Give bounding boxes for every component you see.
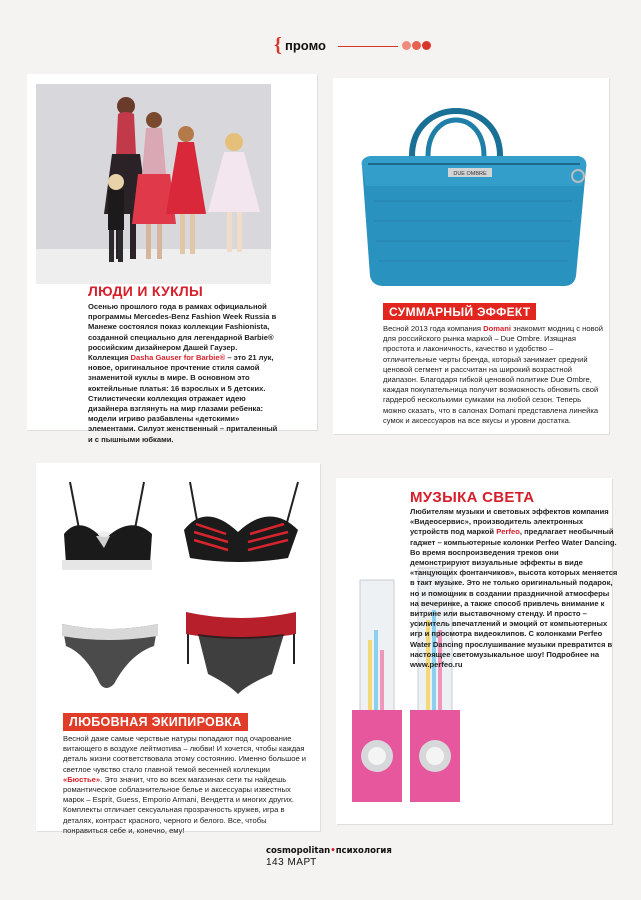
- page-footer: [266, 846, 406, 876]
- header-rule: [338, 46, 398, 47]
- brand-psychology: психология: [335, 846, 392, 856]
- header-dot-icon: [422, 41, 431, 50]
- article-lingerie-text-1: Весной даже самые черствые натуры попадают под очарование витающего в воздухе лейтмотива – любви! И хочется, чтобы каждая деталь жизни соответствовала этому состоянию. Именно большое и светлое чувство стало главной темой весенней коллекции: [63, 734, 307, 774]
- header-dot-icon: [412, 41, 421, 50]
- article-lingerie-text-2: . Это значит, что во всех магазинах сети ты найдешь романтическое соблазнительное белье и аксессуары известных марок – Esprit, Guess, Emporio Armani, Вендетта и многих других. Комплекты отличает сексуальная прозрачность кружев, игра в деталях, контраст красного, черного и белого. Все, чтобы понравиться себе и, конечно, ему!: [63, 774, 294, 835]
- article-dolls-text-2: – это 21 лук, новое, оригинальное прочтение стиля самой знаменитой куклы в мире. В основном это коктейльные платья: 16 взрослых и 5 детских. Стилистически коллекция отражает идею дизайнера взглянуть на мир глазами ребенка: модели игриво разбавлены «детскими» элементами. Силуэт женственный – приталенный и с пышными юбками.: [88, 353, 278, 444]
- article-dolls: [88, 284, 278, 445]
- black-panties-image: [62, 624, 158, 688]
- section-title: промо: [285, 38, 326, 53]
- article-music-text-2: , предлагает необычный гаджет – компьютерные колонки Perfeo Water Dancing. Во время воспроизведения треков они демонстрируют визуальные эффекты в виде «танцующих фонтанчиков», высота которых меняется в такт музыке. Это не только оригинальный подарок, но и помощник в создании праздничной атмосферы на вечеринке, а также способ привлечь внимание к витрине или выставочному стенду. И просто – усилитель впечатлений и эмоций от компьютерных игр и просмотра видеоклипов. С колонками Perfeo Water Dancing прослушивание музыки превратится в настоящее светомузыкальное шоу! Подробнее на www.perfeo.ru: [410, 527, 618, 670]
- section-header: [226, 34, 426, 56]
- article-music-title: МУЗЫКА СВЕТА: [410, 489, 535, 506]
- article-music-body: [410, 507, 620, 670]
- article-bag-text-1: Весной 2013 года компания: [383, 324, 484, 333]
- lingerie-photos: [58, 474, 312, 704]
- article-bag-title: СУММАРНЫЙ ЭФФЕКТ: [383, 303, 536, 320]
- header-bracket: {: [274, 34, 282, 56]
- red-garter-image: [186, 612, 296, 694]
- article-bag-body: [383, 324, 605, 426]
- article-dolls-text-1: Осенью прошлого года в рамках официальной программы Mercedes-Benz Fashion Week Russia в Манеже состоялся показ коллекции Fashionista, созданной специально для легендарной Barbie® российским дизайнером Дашей Гаузер. Коллекция: [88, 302, 277, 363]
- article-music-brand: Perfeo: [496, 527, 520, 537]
- brand-cosmopolitan: cosmopolitan: [266, 846, 331, 856]
- article-bag-text-2: знакомит модниц с новой для российского рынка маркой – Due Ombre. Изящная простота и лаконичность, качество и удобство – отличительные черты бренда, который занимает средний ценовой сегмент и рассчитан на широкий возрастной диапазон. Благодаря гибкой ценовой политике Due Ombre, каждая покупательница получит возможность обновить свой гардероб несколькими сумками на любой сезон. Теперь можно сказать, что в салонах Domani представлена линейка сумок и аксессуаров на все вкусы и уровни достатка.: [383, 324, 604, 425]
- runway-illustration: [36, 84, 271, 284]
- brand-separator: •: [330, 846, 336, 856]
- page-number: 143 МАРТ: [266, 857, 317, 868]
- article-bag: [383, 303, 605, 426]
- handbag-photo: [350, 86, 595, 301]
- article-dolls-brand: Dasha Gauser for Barbie®: [130, 353, 226, 363]
- article-lingerie: [63, 713, 311, 836]
- red-bra-image: [184, 482, 298, 562]
- article-lingerie-title: ЛЮБОВНАЯ ЭКИПИРОВКА: [63, 713, 248, 731]
- article-bag-brand: Domani: [483, 324, 511, 333]
- article-dolls-title: ЛЮДИ И КУКЛЫ: [88, 283, 204, 299]
- article-lingerie-brand: «Бюстье»: [63, 774, 101, 784]
- bag-brand-label: DUE OMBRE: [453, 171, 487, 177]
- magazine-brand: [266, 846, 406, 856]
- article-music: [410, 490, 625, 670]
- article-lingerie-body: [63, 734, 311, 836]
- runway-photo: [36, 84, 271, 284]
- black-bra-image: [62, 482, 152, 570]
- header-dot-icon: [402, 41, 411, 50]
- article-music-text-1: Любителям музыки и световых эффектов компания «Видеосервис», производитель электронных устройств под маркой: [410, 507, 609, 537]
- article-dolls-body: [88, 302, 278, 445]
